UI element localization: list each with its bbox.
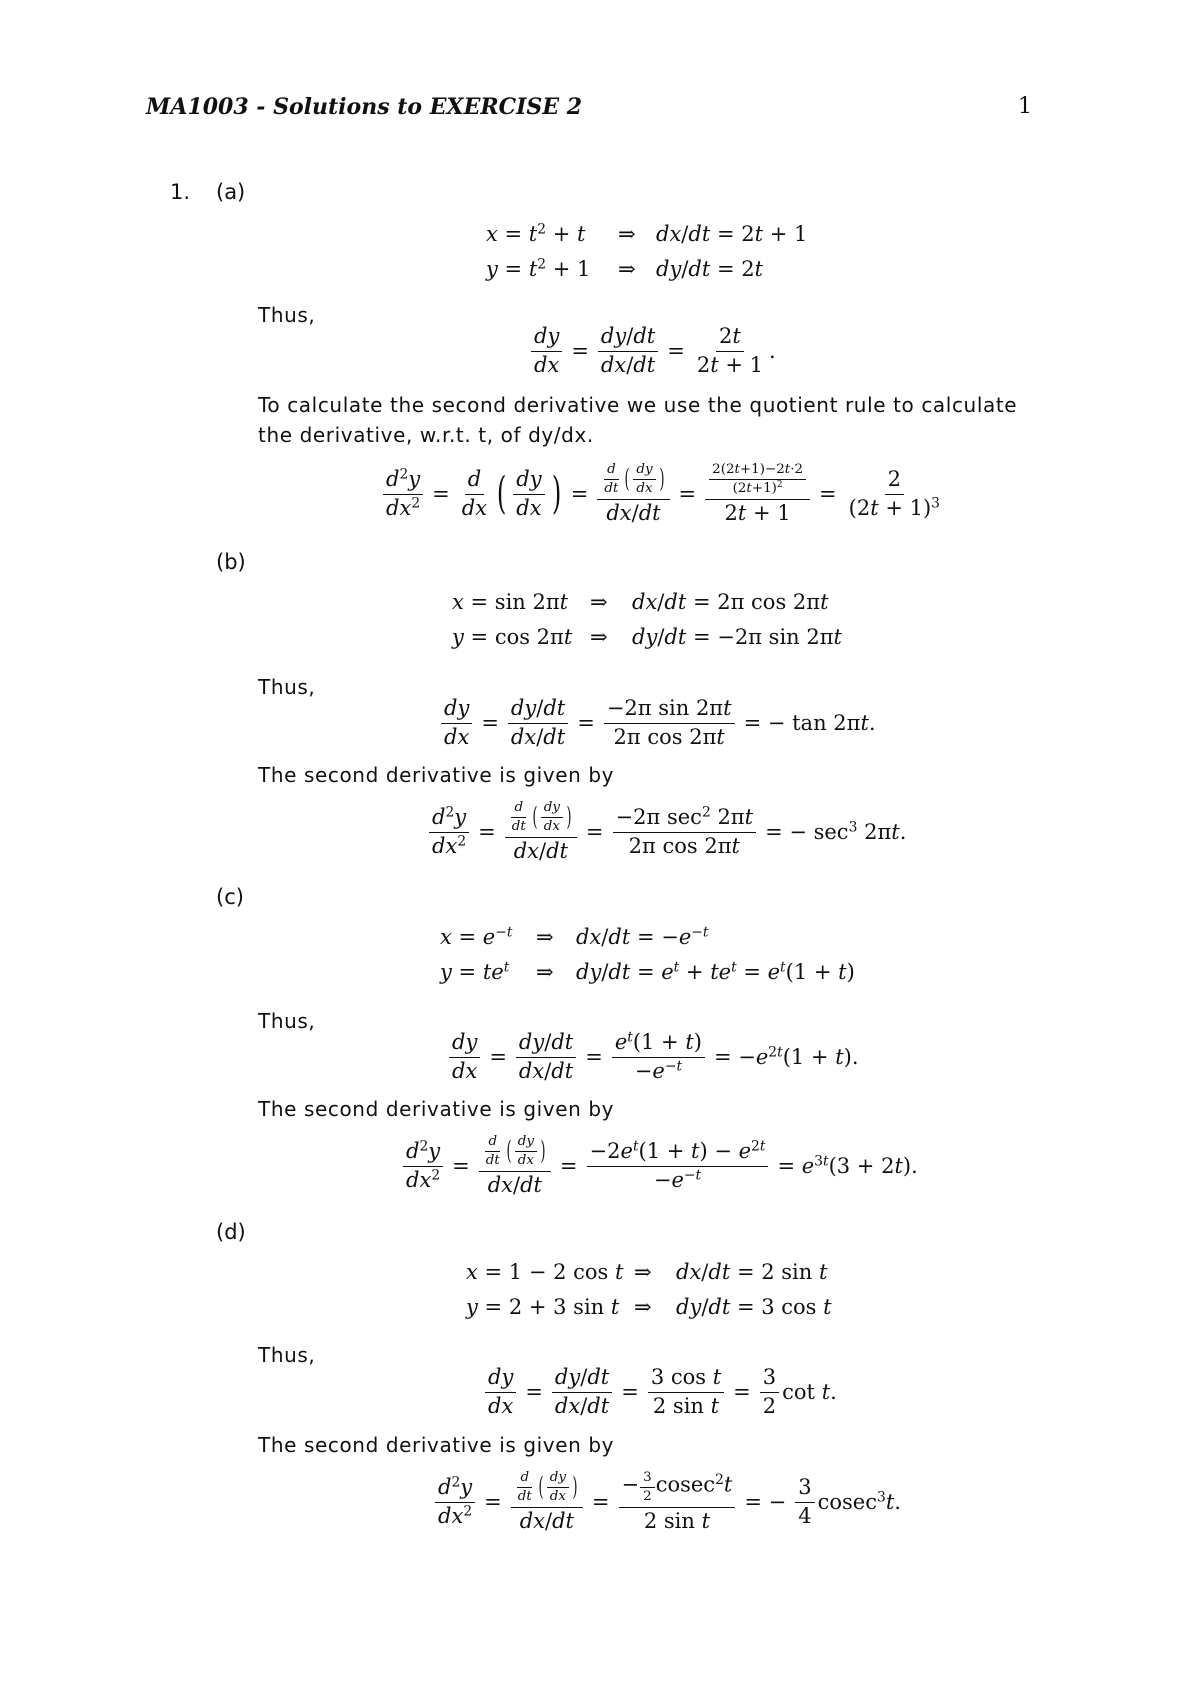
- part-d-label: (d): [216, 1220, 246, 1244]
- part-b-thus: Thus,: [258, 675, 316, 699]
- part-a-explanation: To calculate the second derivative we use the quotient rule to calculate the derivative, w.r.t. t, of dy/dx.: [258, 393, 1018, 447]
- part-a-first-derivative: $\frac{dy}{dx}$ = $\frac{dy/dt}{dx/dt}$ = $\frac{2t}{2t + 1}$ .: [528, 324, 776, 378]
- part-c-second-intro: The second derivative is given by: [258, 1097, 615, 1121]
- part-c-second-derivative: $\frac{d^2y}{dx^2}$ = $\frac{d}{dt}$ ( $\frac{dy}{dx}$ ) dx/dt = $\frac{-2e^t(1 + t) - e^{2t}}{-e^{-t}}$ = $e^{3t}(3 + 2t)$.: [400, 1134, 924, 1198]
- part-a-second-derivative: $\frac{d^2y}{dx^2}$ = $\frac{d}{dx}$ ( $\frac{dy}{dx}$ ) = $\frac{d}{dt}$ ( $\frac{dy}{dx}$ ) dx/dt = $\frac{2(2t+1)-2t\cdot 2}{(2t+1)^2}$ 2t + 1 = $\frac{2}{(2t + 1)^3}$: [380, 462, 946, 526]
- part-b-second-derivative: $\frac{d^2y}{dx^2}$ = $\frac{d}{dt}$ ( $\frac{dy}{dx}$ ) dx/dt = −2π $\sec^2 2\pi t$ 2π cos 2πt = − $\sec^3 2\pi t$.: [426, 800, 912, 864]
- part-c-thus: Thus,: [258, 1009, 316, 1033]
- part-d-first-derivative: $\frac{dy}{dx}$ = $\frac{dy/dt}{dx/dt}$ = $\frac{\text{3 cos t}}{\text{2 sin t}}$ = $\frac{3}{2}$ cot t.: [482, 1365, 837, 1419]
- part-b-label: (b): [216, 550, 246, 574]
- part-a-label: (a): [216, 180, 246, 204]
- part-c-first-derivative: $\frac{dy}{dx}$ = $\frac{dy/dt}{dx/dt}$ = $\frac{e^t(1 + t)}{-e^{-t}}$ = $-e^{2t}(1 + t)$.: [446, 1030, 865, 1084]
- page-title: MA1003 - Solutions to EXERCISE 2: [146, 94, 583, 120]
- page-number: 1: [1018, 94, 1032, 119]
- problem-number: 1.: [170, 180, 191, 204]
- part-d-second-intro: The second derivative is given by: [258, 1433, 615, 1457]
- part-c-label: (c): [216, 885, 244, 909]
- part-d-thus: Thus,: [258, 1343, 316, 1367]
- part-b-first-derivative: $\frac{dy}{dx}$ = $\frac{dy/dt}{dx/dt}$ = $\frac{\text{−2π sin 2πt}}{\text{2π cos 2πt}}$ = − tan 2πt.: [438, 696, 882, 750]
- part-b-second-intro: The second derivative is given by: [258, 763, 615, 787]
- part-d-second-derivative: $\frac{d^2y}{dx^2}$ = $\frac{d}{dt}$ ( $\frac{dy}{dx}$ ) dx/dt = − $\frac{3}{2}$ cosec$^2$t 2 sin t = − $\frac{3}{4}$ cosec$^3$t.: [432, 1470, 901, 1534]
- part-a-thus: Thus,: [258, 303, 316, 327]
